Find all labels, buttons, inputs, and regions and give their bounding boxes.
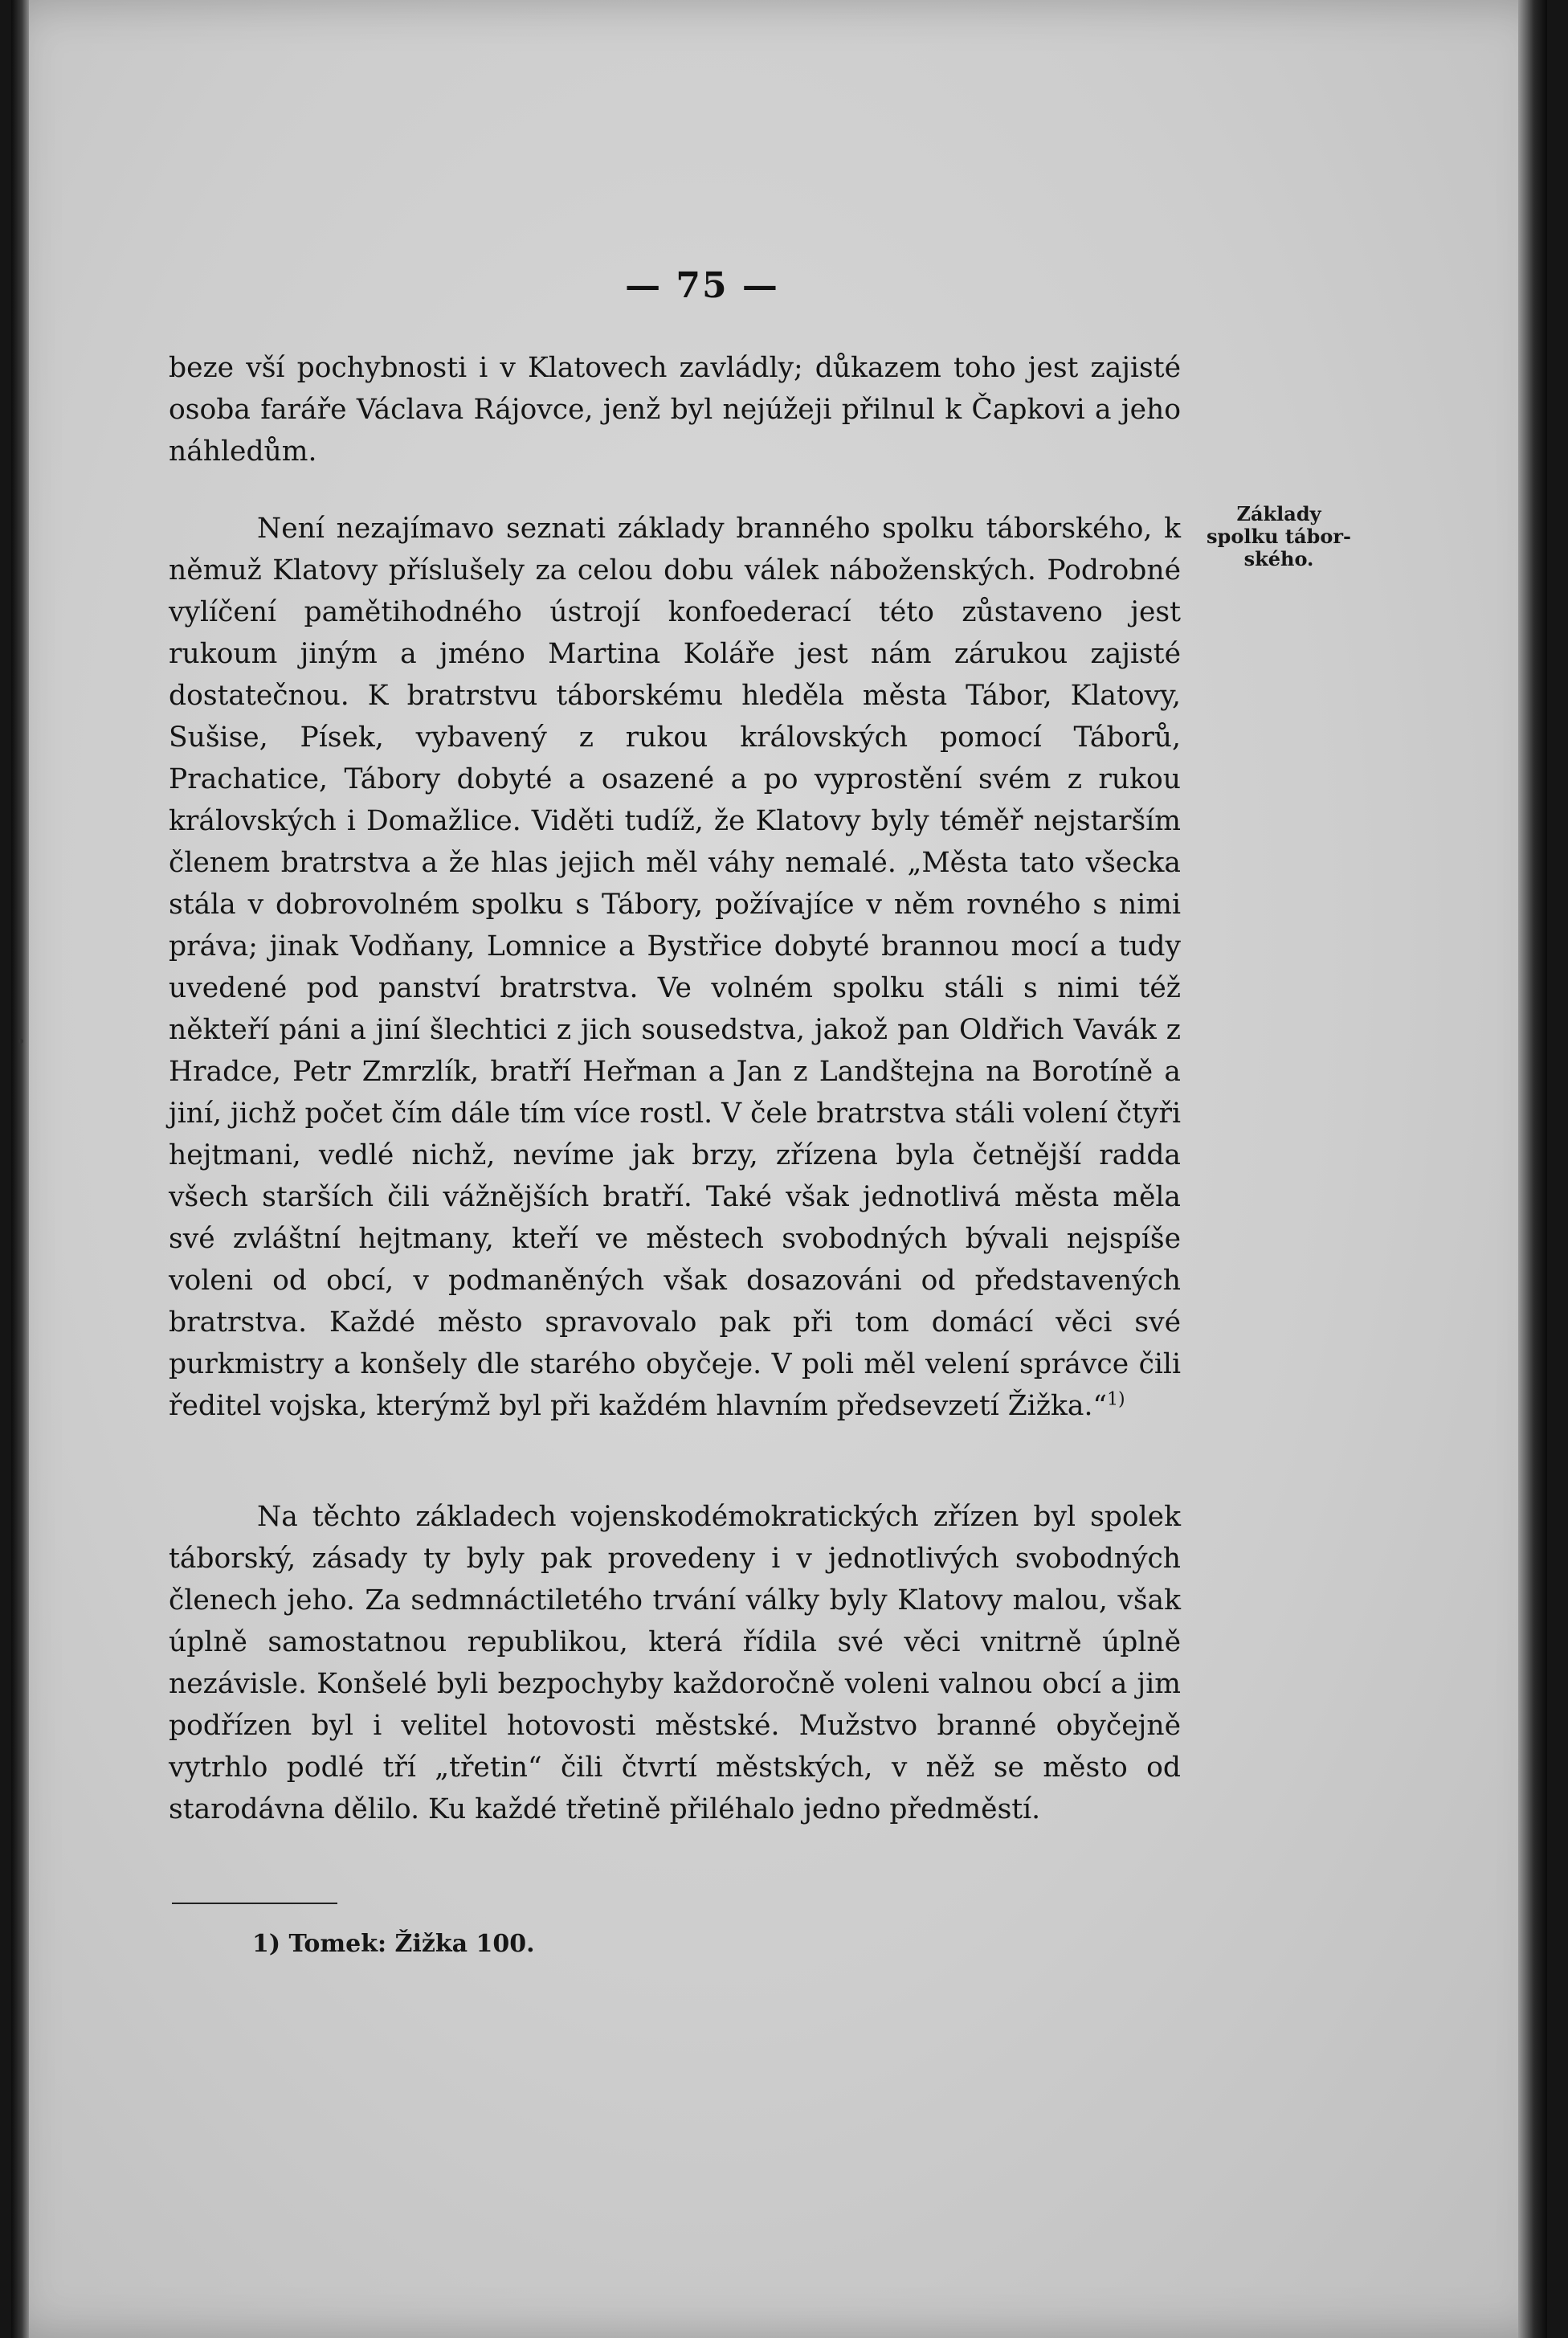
page-number: — 75 — [625, 265, 779, 306]
paragraph-3 [169, 1496, 1181, 1830]
marginal-note-line-2: spolku tábor- [1207, 525, 1351, 548]
paragraph-2-body: Není nezajímavo seznati základy branného spolku táborského, k němuž Klatovy příslušely za celou dobu válek náboženských. Podrobné vylíčení pamětihodného ústrojí konfoederací této zůstaveno jest rukoum jiným a jméno Martina Koláře jest nám zárukou zajisté dostatečnou. K bratrstvu táborskému hleděla města Tábor, Klatovy, Sušise, Písek, vybavený z rukou královských pomocí Táborů, Prachatice, Tábory dobyté a osazené a po vyprostění svém z rukou královských i Domažlice. Viděti tudíž, že Klatovy byly téměř nejstarším členem bratrstva a že hlas jejich měl váhy nemalé. „Města tato všecka stála v dobrovolném spolku s Tábory, požívajíce v něm rovného s nimi práva; jinak Vodňany, Lomnice a Bystřice dobyté brannou mocí a tudy uvedené pod panství bratrstva. Ve volném spolku stáli s nimi též někteří páni a jiní šlechtici z jich sousedstva, jakož pan Oldřich Vavák z Hradce, Petr Zmrzlík, bratří Heřman a Jan z Landštejna na Borotíně a jiní, jichž počet čím dále tím více rostl. V čele bratrstva stáli volení čtyři hejtmani, vedlé nichž, nevíme jak brzy, zřízena byla četnější radda všech starších čili vážnějších bratří. Také však jednotlivá města měla své zvláštní hejtmany, kteří ve městech svobodných bývali nejspíše voleni od obcí, v podmaněných však dosazováni od představených bratrstva. Každé město spravovalo pak při tom domácí věci své purkmistry a konšely dle starého obyčeje. V poli měl velení správce čili ředitel vojska, kterýmž byl při každém hlavním předsevzetí Žižka.“ [169, 513, 1181, 1422]
marginal-note [1207, 503, 1351, 570]
marginal-note-line-1: Základy [1236, 502, 1321, 525]
paragraph-3-text: Na těchto základech vojenskodémokratických zřízen byl spolek táborský, zásady ty byly pak provedeny i v jednotlivých svobodných členech jeho. Za sedmnáctiletého trvání války byly Klatovy malou, však úplně samostatnou republikou, která řídila své věci vnitrně úplně nezávisle. Konšelé byli bezpochyby každoročně voleni valnou obcí a jim podřízen byl i velitel hotovosti městské. Mužstvo branné obyčejně vytrhlo podlé tří „třetin“ čili čtvrtí městských, v něž se město od starodávna dělilo. Ku každé třetině přiléhalo jedno předměstí. [169, 1501, 1181, 1825]
footnote [252, 1928, 535, 1960]
footnote-marker: 1) [252, 1930, 281, 1958]
paragraph-1-text: beze vší pochybnosti i v Klatovech zavládly; důkazem toho jest zajisté osoba faráře Václava Rájovce, jenž byl nejúžeji přilnul k Čapkovi a jeho náhledům. [169, 352, 1181, 468]
marginal-note-line-3: ského. [1243, 547, 1314, 570]
footnote-reference: 1) [1107, 1389, 1125, 1410]
paragraph-2 [169, 508, 1181, 1427]
footnote-divider [172, 1903, 337, 1904]
page-edge-shadow [1518, 0, 1547, 2338]
footnote-text: Tomek: Žižka 100. [288, 1930, 535, 1958]
book-page [11, 0, 1547, 2338]
book-spine-shadow [11, 0, 29, 2338]
stray-mark: • [16, 1032, 26, 1051]
paragraph-1 [169, 347, 1181, 472]
paragraph-2-text [169, 508, 1181, 1427]
